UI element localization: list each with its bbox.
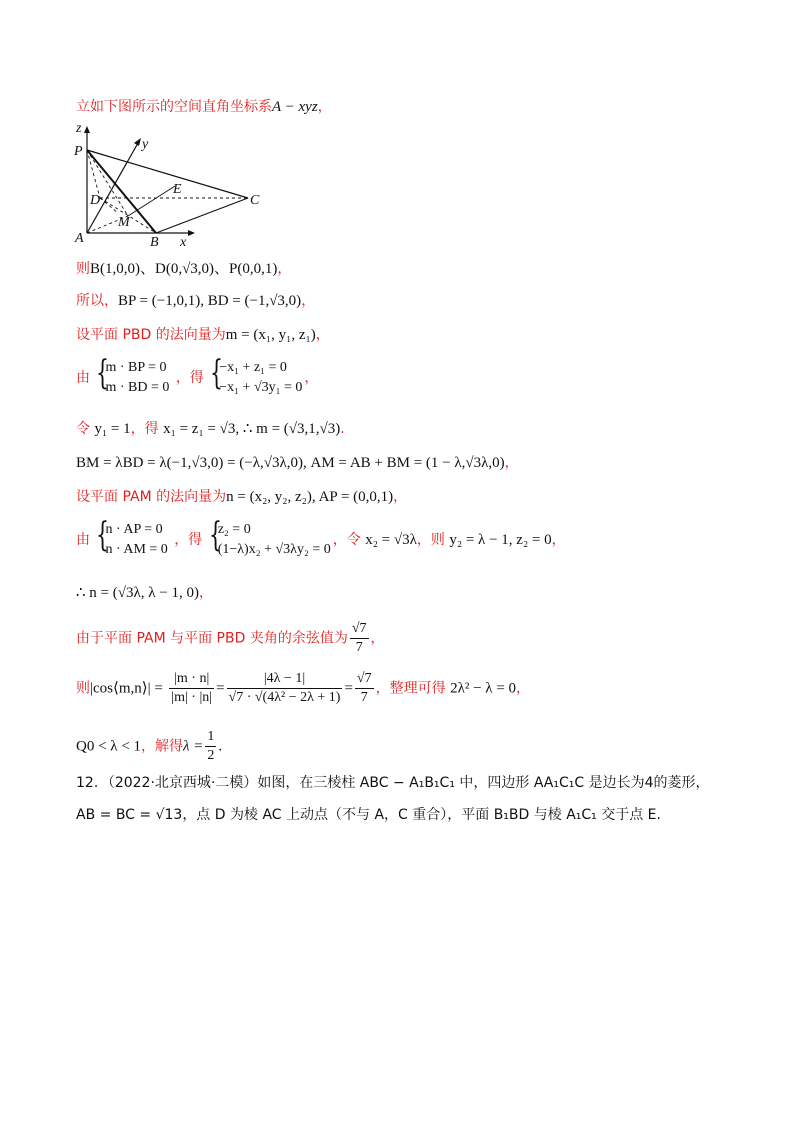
eq: (1−λ)x₂ + √3λy₂ = 0 (217, 542, 331, 557)
label-z: z (76, 121, 82, 136)
label-D: D (90, 193, 101, 208)
punct: . (340, 421, 345, 437)
numerator: |4λ − 1| (227, 670, 343, 689)
eq: n · AM = 0 (105, 542, 168, 557)
intro-line (76, 100, 332, 115)
punct: ， (516, 680, 531, 697)
punct: . (218, 738, 223, 755)
math: BM = λBD = λ(−1,√3,0) = (−λ,√3λ,0), AM = AB + BM = (1 − λ,√3λ,0) (76, 455, 505, 471)
vectors-line (76, 294, 315, 309)
math: 2λ² − λ = 0 (450, 680, 517, 697)
eq: z₂ = 0 (217, 522, 251, 537)
punct: ， (393, 489, 408, 505)
text: ，令 (332, 532, 361, 548)
punct: ， (277, 261, 292, 277)
label-C: C (250, 193, 260, 208)
punct: ， (315, 327, 330, 343)
punct: ， (551, 532, 566, 548)
cosine-calc-line (76, 670, 530, 707)
fraction (205, 728, 216, 765)
numerator: 1 (205, 728, 216, 747)
system-1: { m · BP = 0 m · BD = 0 (96, 358, 169, 398)
intro-text: 立如下图所示的空间直角坐标系 (76, 99, 272, 115)
math: n = (x₂, y₂, z₂), AP = (0,0,1) (226, 489, 394, 505)
numerator: √7 (350, 620, 369, 639)
text: 所以， (76, 293, 118, 309)
bm-am-line (76, 456, 519, 471)
denominator: 7 (355, 640, 363, 655)
n-result-line (76, 586, 213, 601)
fraction (227, 670, 343, 707)
text: 则 (76, 261, 90, 277)
text: ，则 (416, 532, 445, 548)
cosine-given-line (76, 620, 385, 657)
coordinate-figure (70, 118, 270, 248)
normal-math: m = (x₁, y₁, z₁) (225, 327, 316, 343)
eq: m · BP = 0 (105, 360, 167, 375)
problem-12-line-2: AB = BC = √13，点 D 为棱 AC 上动点（不与 A，C 重合），平面 B₁BD 与棱 A₁C₁ 交于点 E. (76, 807, 661, 823)
denominator: 2 (207, 748, 215, 763)
math: x₂ = √3λ (365, 532, 417, 548)
system-4: { z₂ = 0 (1−λ)x₂ + √3λy₂ = 0 (209, 520, 331, 560)
text: 由 (76, 370, 90, 386)
text: 由于平面 PAM 与平面 PBD 夹角的余弦值为 (76, 630, 348, 647)
denominator: |m| · |n| (171, 690, 213, 705)
math: y₂ = λ − 1, z₂ = 0 (449, 532, 552, 548)
coords-math: B(1,0,0)、D(0,√3,0)、P(0,0,1) (90, 261, 278, 277)
equals: = (216, 680, 225, 697)
eq: −x₁ + √3y₁ = 0 (219, 380, 303, 395)
text: 由 (76, 532, 90, 548)
label-P: P (74, 144, 83, 159)
system-2: { −x₁ + z₁ = 0 −x₁ + √3y₁ = 0 (210, 358, 302, 398)
text: ，整理可得 (375, 680, 446, 697)
math: Q0 < λ < 1 (76, 738, 142, 755)
system-pam-line (76, 515, 566, 560)
equals: = (344, 680, 353, 697)
text: ，得 (130, 421, 159, 437)
final-line (76, 728, 222, 765)
punct: ， (504, 455, 519, 471)
eq: m · BD = 0 (105, 380, 170, 395)
label-x: x (180, 235, 187, 248)
text: ，解得 (141, 738, 184, 755)
coords-line (76, 262, 291, 277)
label-y: y (142, 137, 149, 152)
normal-pbd-line (76, 328, 330, 343)
label-M: M (118, 215, 130, 230)
text: ，得 (174, 532, 203, 548)
math: λ = (183, 738, 204, 755)
eq: −x₁ + z₁ = 0 (219, 360, 287, 375)
label-E: E (173, 182, 182, 197)
vectors-math: BP = (−1,0,1), BD = (−1,√3,0) (118, 293, 302, 309)
label-A: A (75, 231, 84, 246)
text: 令 (76, 421, 90, 437)
problem-12-line-1: 12．（2022·北京西城·二模）如图，在三棱柱 ABC − A₁B₁C₁ 中，四边形 AA₁C₁C 是边长为4的菱形， (76, 775, 710, 791)
math: y₁ = 1 (94, 421, 131, 437)
punct: ， (317, 99, 332, 115)
math: x₁ = z₁ = √3, ∴ m = (√3,1,√3) (163, 421, 341, 437)
text: 设平面 PAM 的法向量为 (76, 489, 227, 505)
punct: ， (304, 370, 319, 386)
label-B: B (150, 235, 159, 248)
eq: n · AP = 0 (105, 522, 163, 537)
fraction (355, 670, 374, 707)
punct: ， (370, 630, 385, 647)
text: 设平面 PBD 的法向量为 (76, 327, 226, 343)
fraction (169, 670, 214, 707)
numerator: |m · n| (169, 670, 214, 689)
numerator: √7 (355, 670, 374, 689)
punct: ， (198, 585, 213, 601)
punct: ， (301, 293, 316, 309)
text: ，得 (175, 370, 204, 386)
denominator: √7 · √(4λ² − 2λ + 1) (228, 690, 341, 705)
math: |cos⟨m,n⟩| = (90, 680, 163, 697)
denominator: 7 (360, 690, 368, 705)
fraction (350, 620, 369, 657)
system-pbd-line (76, 353, 319, 398)
text: 则 (76, 680, 90, 697)
normal-pam-line (76, 490, 407, 505)
math: ∴ n = (√3λ, λ − 1, 0) (76, 585, 199, 601)
solve-pbd-line (76, 422, 345, 437)
system-3: { n · AP = 0 n · AM = 0 (96, 520, 167, 560)
coord-system: A − xyz (272, 99, 318, 115)
